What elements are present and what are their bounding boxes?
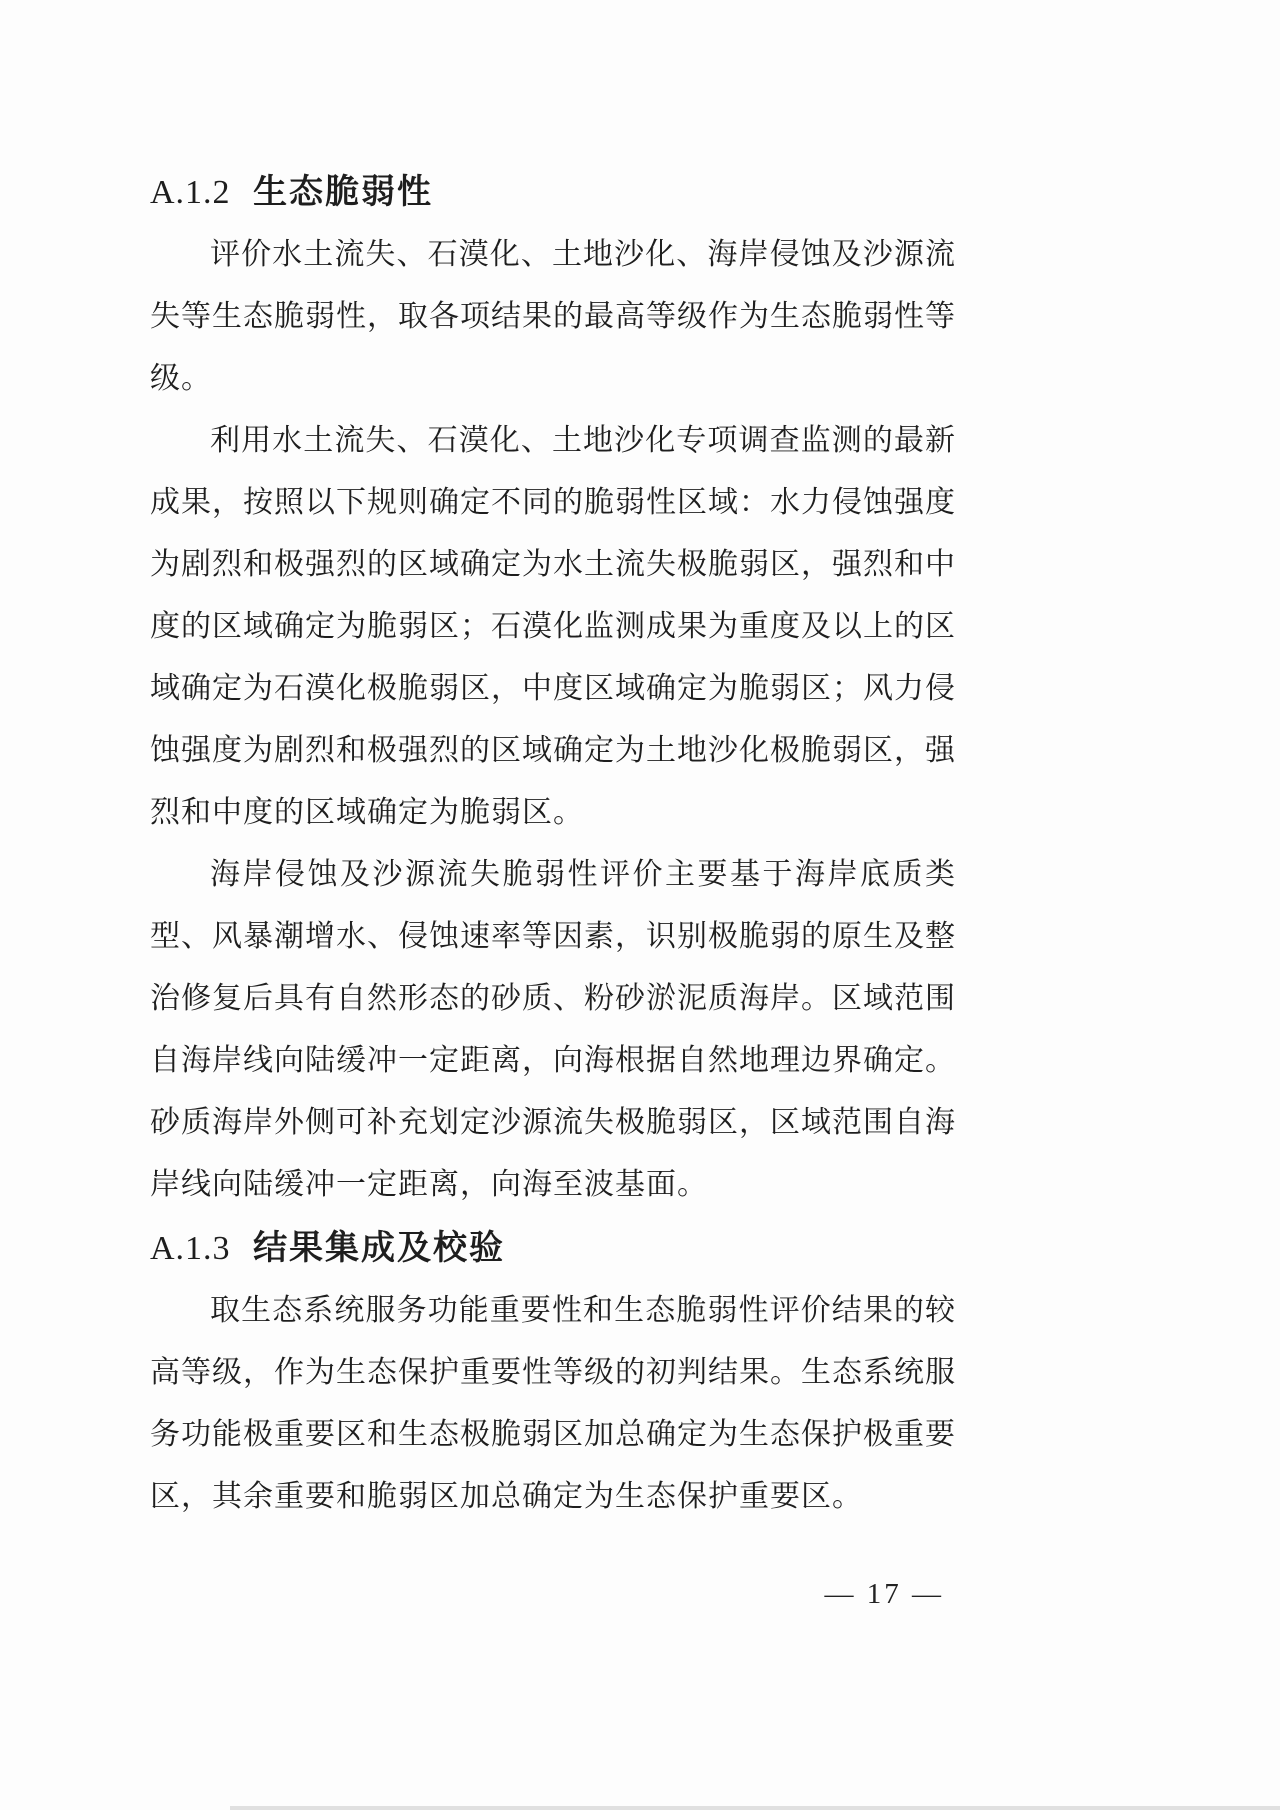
paragraph: 海岸侵蚀及沙源流失脆弱性评价主要基于海岸底质类型、风暴潮增水、侵蚀速率等因素，识别极脆弱的原生及整治修复后具有自然形态的砂质、粉砂淤泥质海岸。区域范围自海岸线向陆缓冲一定距离，向海根据自然地理边界确定。砂质海岸外侧可补充划定沙源流失极脆弱区，区域范围自海岸线向陆缓冲一定距离，向海至波基面。 bbox=[150, 858, 956, 1201]
page-content bbox=[150, 160, 956, 1528]
section-number: A.1.2 bbox=[150, 174, 231, 211]
paragraph: 利用水土流失、石漠化、土地沙化专项调查监测的最新成果，按照以下规则确定不同的脆弱性区域：水力侵蚀强度为剧烈和极强烈的区域确定为水土流失极脆弱区，强烈和中度的区域确定为脆弱区；石漠化监测成果为重度及以上的区域确定为石漠化极脆弱区，中度区域确定为脆弱区；风力侵蚀强度为剧烈和极强烈的区域确定为土地沙化极脆弱区，强烈和中度的区域确定为脆弱区。 bbox=[150, 424, 956, 829]
section-title: 生态脆弱性 bbox=[253, 173, 434, 211]
section-heading-a-1-2 bbox=[150, 160, 956, 224]
section-title: 结果集成及校验 bbox=[253, 1229, 506, 1267]
page-number: — 17 — bbox=[824, 1578, 944, 1610]
scan-edge-artifact bbox=[230, 1806, 1280, 1810]
section-number: A.1.3 bbox=[150, 1230, 231, 1267]
paragraph: 取生态系统服务功能重要性和生态脆弱性评价结果的较高等级，作为生态保护重要性等级的初判结果。生态系统服务功能极重要区和生态极脆弱区加总确定为生态保护极重要区，其余重要和脆弱区加总确定为生态保护重要区。 bbox=[150, 1294, 956, 1513]
section-heading-a-1-3 bbox=[150, 1216, 956, 1280]
paragraph: 评价水土流失、石漠化、土地沙化、海岸侵蚀及沙源流失等生态脆弱性，取各项结果的最高等级作为生态脆弱性等级。 bbox=[150, 238, 956, 395]
